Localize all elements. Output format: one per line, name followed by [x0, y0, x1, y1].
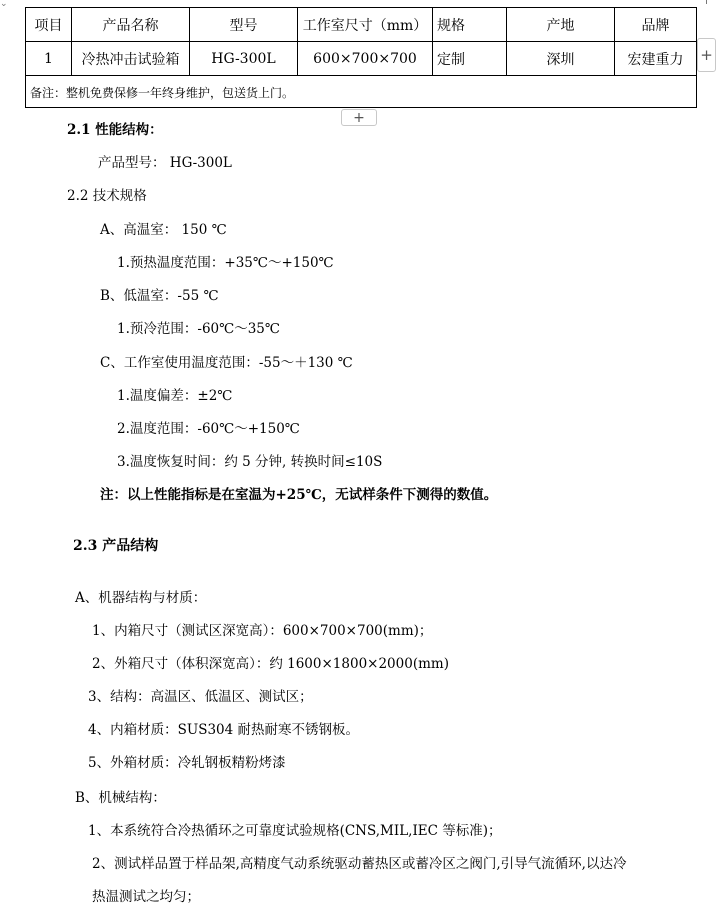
add-column-button[interactable]: +	[697, 38, 716, 72]
spec-line: 2.温度范围：-60℃～+150℃	[117, 421, 300, 437]
mechanical-item: 2、测试样品置于样品架,高精度气动系统驱动蓄热区或蓄冷区之阀门,引导气流循环,以达冷	[92, 856, 627, 872]
product-model: 产品型号： HG-300L	[98, 155, 232, 171]
spec-line: 1.预热温度范围：+35℃～+150℃	[117, 255, 334, 271]
mechanical-item: 1、本系统符合冷热循环之可靠度试验规格(CNS,MIL,IEC 等标准)；	[88, 823, 502, 839]
table-header-cell: 型号	[190, 8, 298, 41]
table-header-cell: 规格	[433, 8, 507, 41]
structure-item: 2、外箱尺寸（体积深宽高）：约 1600×1800×2000(mm)	[92, 656, 449, 672]
table-cell: 深圳	[507, 42, 615, 75]
table-cell: 冷热冲击试验箱	[72, 42, 190, 75]
mechanical-item-continued: 热温测试之均匀；	[92, 889, 200, 905]
spec-high-temp: A、高温室： 150 ℃	[100, 222, 227, 238]
table-header-cell: 工作室尺寸（mm）	[298, 8, 433, 41]
table-note: 备注：整机免费保修一年终身维护，包送货上门。	[30, 85, 295, 100]
section-2-2-title: 2.2 技术规格	[67, 188, 147, 204]
table-cell: 600×700×700	[298, 42, 433, 75]
structure-item: 5、外箱材质：冷轧钢板精粉烤漆	[88, 755, 286, 771]
machine-structure-heading: A、机器结构与材质：	[75, 590, 207, 606]
structure-item: 3、结构：高温区、低温区、测试区；	[88, 689, 313, 705]
add-row-button[interactable]: +	[341, 109, 377, 126]
table-header-cell: 品牌	[641, 17, 670, 34]
spec-line: 3.温度恢复时间：约 5 分钟, 转换时间≤10S	[117, 454, 383, 470]
table-cell: 宏建重力	[627, 51, 684, 68]
spec-line: 1.预冷范围：-60℃～35℃	[117, 321, 281, 337]
spec-line: 1.温度偏差：±2℃	[117, 388, 233, 404]
table-cell: 定制	[433, 42, 507, 75]
structure-item: 1、内箱尺寸（测试区深宽高）：600×700×700(mm)；	[92, 623, 433, 639]
spec-table	[25, 7, 697, 108]
spec-note: 注：以上性能指标是在室温为+25℃，无试样条件下测得的数值。	[100, 487, 498, 503]
table-header-cell: 项目	[26, 8, 72, 41]
table-header-cell: 产品名称	[72, 8, 190, 41]
table-move-handle-icon[interactable]: ⌄	[0, 0, 8, 9]
section-2-3-title: 2.3 产品结构	[73, 538, 159, 554]
table-cell: 1	[26, 42, 72, 75]
table-header-cell: 产地	[507, 8, 615, 41]
spec-low-temp: B、低温室：-55 ℃	[100, 288, 219, 304]
table-cell: HG-300L	[190, 42, 298, 75]
ruler-tick	[706, 0, 707, 4]
section-2-1-title: 2.1 性能结构：	[67, 122, 163, 138]
mechanical-structure-heading: B、机械结构：	[75, 790, 166, 806]
structure-item: 4、内箱材质：SUS304 耐热耐寒不锈钢板。	[88, 722, 360, 738]
spec-work-range: C、工作室使用温度范围：-55～＋130 ℃	[100, 355, 353, 371]
